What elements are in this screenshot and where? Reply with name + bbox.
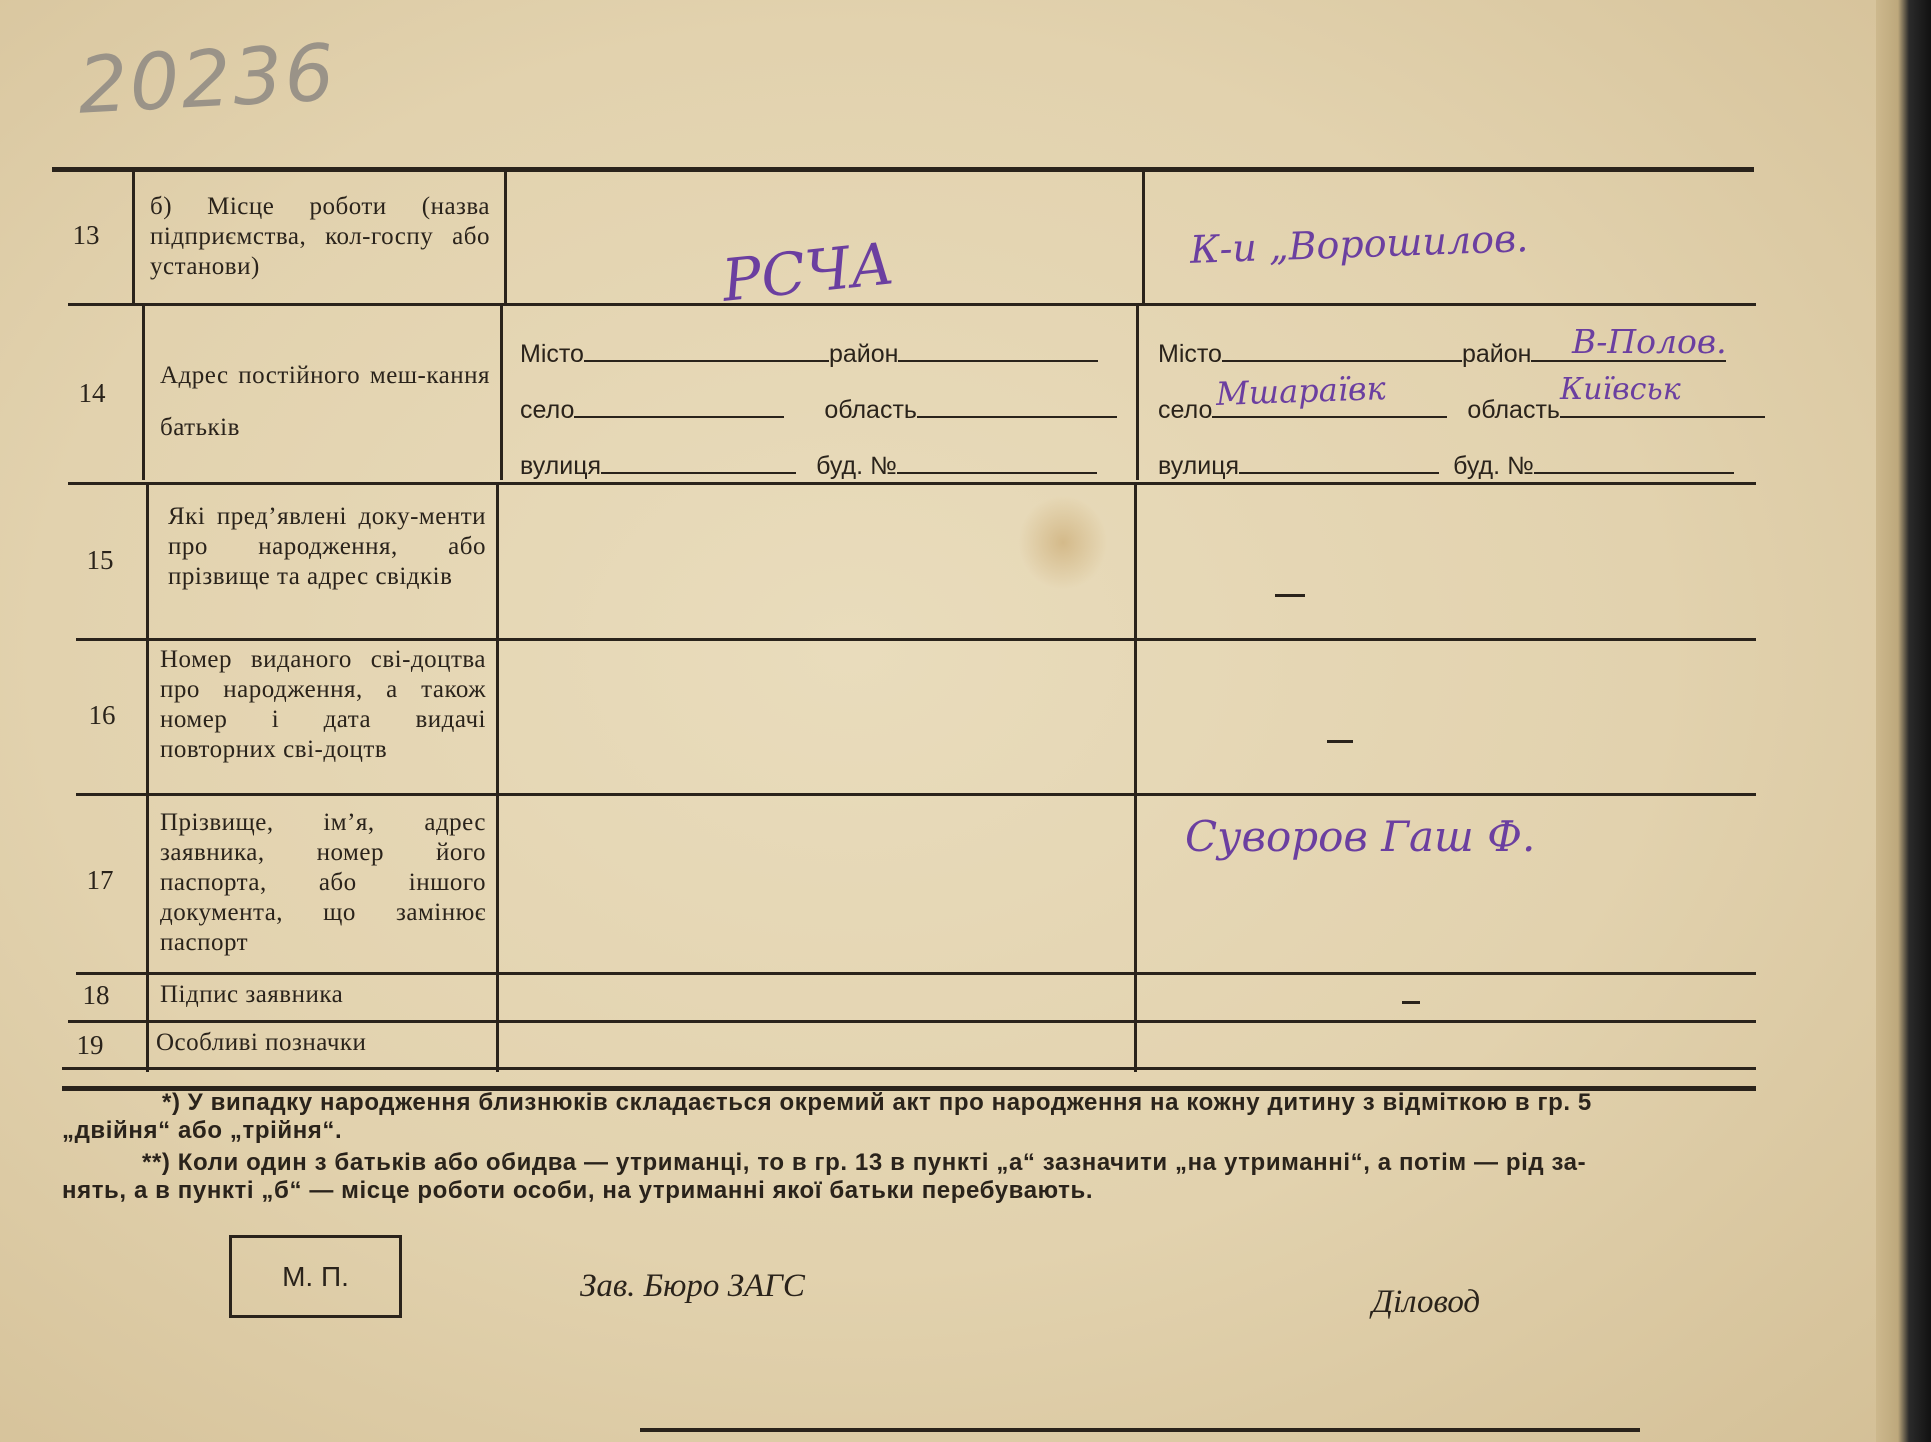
column-divider [146,484,149,1072]
field-label: район [828,340,899,368]
row-label: б) Місце роботи (назва підприємства, кол-госпу або установи) [150,193,490,280]
row-divider [68,303,1756,306]
field-label: село [520,396,575,424]
table-top-rule [52,167,1754,172]
row-label: Які пред’явлені доку-менти про народження, або прізвище та адрес свідків [168,503,486,590]
row-number: 15 [86,545,114,575]
field-label: буд. № [1453,452,1534,480]
field-label: район [1461,340,1532,368]
applicant-entry: Суворов Гаш Ф. [1185,812,1536,861]
column-divider [500,305,503,480]
field-label: Місто [1158,340,1222,368]
column-divider [504,170,507,305]
row-divider [76,793,1756,796]
field-label: буд. № [816,452,897,480]
row-divider [68,482,1756,485]
row-number: 19 [76,1030,104,1060]
address-street-line [1158,450,1734,481]
field-blank [1222,338,1462,362]
field-blank [601,450,796,474]
address-village-line [520,394,1117,425]
field-blank [898,338,1098,362]
field-blank [584,338,829,362]
row-label: Прізвище, ім’я, адрес заявника, номер його паспорта, або іншого документа, що замінює паспорт [160,809,486,956]
page-edge [1876,0,1931,1442]
row-label: Особливі позначки [156,1029,367,1056]
mother-oblast-entry: Київськ [1560,372,1681,407]
row-divider [68,1020,1756,1023]
mother-raion-entry: В-Полов. [1572,322,1727,361]
address-street-line [520,450,1097,481]
row-label: Адрес постійного меш-кання батьків [160,362,490,441]
column-divider [1142,170,1145,305]
archive-number: 20236 [75,28,339,132]
column-divider [496,484,499,1072]
registry-head-signature-label: Зав. Бюро ЗАГС [580,1268,805,1304]
row-divider [76,638,1756,641]
footnote-twins: *) У випадку народження близнюків складається окремий акт про народження на кожну дитину з відміткою в гр. 5 [162,1089,1592,1116]
row-number: 17 [86,865,114,895]
field-label: село [1158,396,1213,424]
table-bottom-rule [62,1067,1756,1070]
field-label: Місто [520,340,584,368]
empty-entry-dash [1275,594,1305,597]
row-number: 18 [82,980,110,1010]
address-city-line [520,338,1098,369]
column-divider [1136,305,1139,480]
stain-mark [1018,495,1108,590]
page-bottom-rule [640,1428,1640,1432]
father-workplace-entry: РСЧА [718,229,898,315]
mother-village-entry: Мшараївк [1215,369,1387,413]
field-label: область [1467,396,1560,424]
row-divider [76,972,1756,975]
row-label: Підпис заявника [160,981,344,1008]
row-number: 14 [78,378,106,408]
seal-place-box [229,1235,402,1318]
row-label: Номер виданого сві-доцтва про народження, а також номер і дата видачі повторних сві-доцтв [160,646,486,763]
column-divider [132,170,135,305]
field-label: вулиця [1158,452,1240,480]
footnote-twins-cont: „двійня“ або „трійня“. [62,1117,343,1144]
column-divider [1134,484,1137,1072]
field-blank [1534,450,1734,474]
footnote-dependents-cont: нять, а в пункті „б“ — місце роботи особи, на утриманні якої батьки перебувають. [62,1177,1094,1204]
seal-place-label: М. П. [282,1260,349,1292]
mother-workplace-entry: К-и „Ворошилов. [1189,216,1529,272]
clerk-signature-label: Діловод [1372,1284,1481,1320]
footnote-dependents: **) Коли один з батьків або обидва — утриманці, то в гр. 13 в пункті „а“ зазначити „на утриманні“, а потім — рід за- [142,1149,1587,1176]
field-blank [574,394,784,418]
column-divider [142,305,145,480]
field-label: вулиця [520,452,602,480]
row-number: 16 [88,700,116,730]
field-label: область [824,396,917,424]
field-blank [917,394,1117,418]
row-number: 13 [72,220,100,250]
empty-entry-dash [1402,1001,1420,1004]
field-blank [897,450,1097,474]
field-blank [1239,450,1439,474]
empty-entry-dash [1327,740,1353,743]
